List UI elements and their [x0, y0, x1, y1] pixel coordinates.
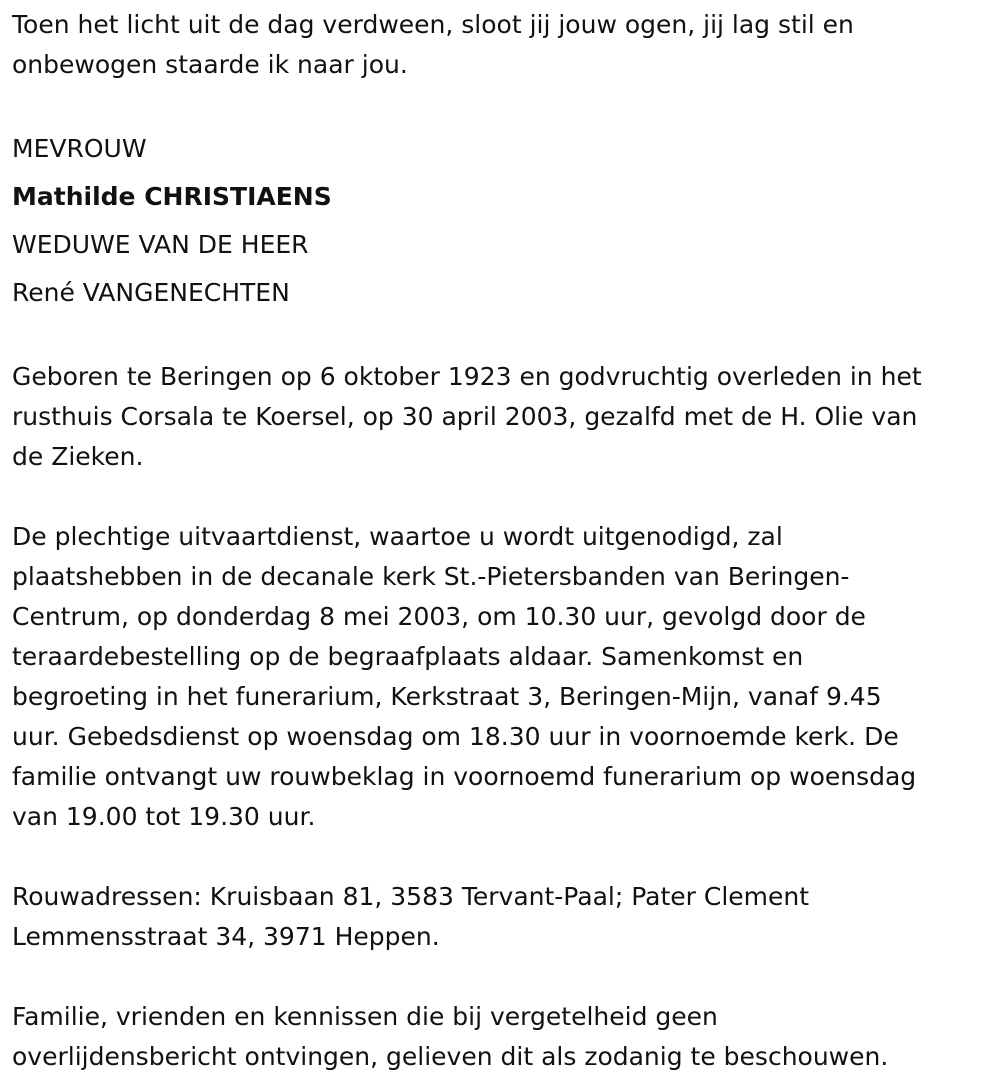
opening-verse-line: Toen het licht uit de dag verdween, sloot jij jouw ogen, jij lag stil en	[12, 10, 854, 39]
paragraph-line: teraardebestelling op de begraafplaats aldaar. Samenkomst en	[12, 642, 804, 671]
deceased-title: MEVROUW	[12, 134, 147, 163]
paragraph-line: Familie, vrienden en kennissen die bij vergetelheid geen	[12, 1002, 718, 1031]
paragraph-line: uur. Gebedsdienst op woensdag om 18.30 uur in voornoemde kerk. De	[12, 722, 899, 751]
paragraph-line: De plechtige uitvaartdienst, waartoe u wordt uitgenodigd, zal	[12, 522, 783, 551]
deceased-name: Mathilde CHRISTIAENS	[12, 182, 332, 211]
paragraph-line: Geboren te Beringen op 6 oktober 1923 en godvruchtig overleden in het	[12, 362, 922, 391]
deceased-heading	[12, 125, 992, 317]
spacer	[12, 477, 992, 517]
opening-verse	[12, 5, 992, 85]
spacer	[12, 837, 992, 877]
funeral-paragraph	[12, 517, 992, 837]
obituary-document	[12, 0, 992, 1077]
paragraph-line: van 19.00 tot 19.30 uur.	[12, 802, 316, 831]
paragraph-line: de Zieken.	[12, 442, 144, 471]
paragraph-line: rusthuis Corsala te Koersel, op 30 april 2003, gezalfd met de H. Olie van	[12, 402, 918, 431]
paragraph-line: familie ontvangt uw rouwbeklag in voornoemd funerarium op woensdag	[12, 762, 917, 791]
paragraph-line: Rouwadressen: Kruisbaan 81, 3583 Tervant-Paal; Pater Clement	[12, 882, 810, 911]
deceased-spouse: René VANGENECHTEN	[12, 278, 290, 307]
paragraph-line: plaatshebben in de decanale kerk St.-Pietersbanden van Beringen-	[12, 562, 850, 591]
paragraph-line: Lemmensstraat 34, 3971 Heppen.	[12, 922, 440, 951]
deceased-relation: WEDUWE VAN DE HEER	[12, 230, 309, 259]
spacer	[12, 957, 992, 997]
spacer	[12, 85, 992, 125]
addresses-paragraph	[12, 877, 992, 957]
closing-paragraph	[12, 997, 992, 1077]
spacer	[12, 317, 992, 357]
birth-death-paragraph	[12, 357, 992, 477]
paragraph-line: Centrum, op donderdag 8 mei 2003, om 10.30 uur, gevolgd door de	[12, 602, 866, 631]
paragraph-line: begroeting in het funerarium, Kerkstraat 3, Beringen-Mijn, vanaf 9.45	[12, 682, 882, 711]
paragraph-line: overlijdensbericht ontvingen, gelieven dit als zodanig te beschouwen.	[12, 1042, 889, 1071]
opening-verse-line: onbewogen staarde ik naar jou.	[12, 50, 408, 79]
